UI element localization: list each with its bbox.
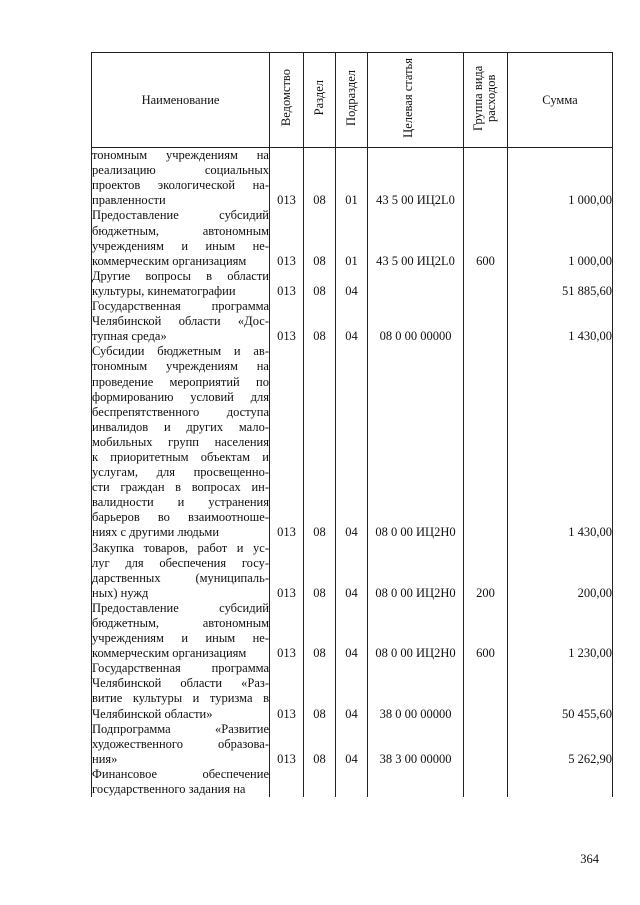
row-name-line: правленности — [92, 193, 166, 208]
header-summa: Сумма — [508, 53, 613, 148]
header-celevaya: Целевая статья — [368, 53, 464, 148]
row-summa: 1 230,00 — [508, 601, 613, 661]
row-summa: 1 000,00 — [508, 208, 613, 268]
row-summa: 200,00 — [508, 541, 613, 601]
row-ved: 013 — [270, 601, 304, 661]
row-summa — [508, 767, 613, 797]
row-name-line: услугам, для просвещенно- — [92, 465, 269, 480]
row-name-line: бюджетным, автономным — [92, 223, 269, 238]
row-name — [92, 541, 270, 601]
budget-table — [91, 52, 613, 797]
row-podrazdel — [336, 767, 368, 797]
row-name-line: инвалидов и других мало- — [92, 419, 269, 434]
row-razdel: 08 — [304, 344, 336, 540]
row-ved: 013 — [270, 299, 304, 344]
row-ved: 013 — [270, 208, 304, 268]
row-celevaya: 43 5 00 ИЦ2L0 — [368, 208, 464, 268]
row-podrazdel: 01 — [336, 148, 368, 209]
header-gruppa: Группа вида расходов — [464, 53, 508, 148]
header-podrazdel: Подраздел — [336, 53, 368, 148]
row-celevaya: 43 5 00 ИЦ2L0 — [368, 148, 464, 209]
row-gruppa: 600 — [464, 601, 508, 661]
table-row — [92, 541, 613, 601]
row-ved — [270, 767, 304, 797]
table-row — [92, 601, 613, 661]
row-summa: 1 000,00 — [508, 148, 613, 209]
row-podrazdel: 04 — [336, 299, 368, 344]
row-celevaya: 08 0 00 ИЦ2Н0 — [368, 344, 464, 540]
row-summa: 51 885,60 — [508, 269, 613, 299]
table-header — [92, 53, 613, 148]
row-name-line: Челябинской области» — [92, 706, 213, 721]
row-celevaya: 08 0 00 00000 — [368, 299, 464, 344]
row-name-line: культуры, кинематографии — [92, 283, 236, 298]
row-podrazdel: 04 — [336, 601, 368, 661]
row-razdel: 08 — [304, 541, 336, 601]
row-name-line: ниях с другими людьми — [92, 525, 220, 540]
table-row — [92, 344, 613, 540]
row-celevaya: 38 0 00 00000 — [368, 661, 464, 721]
row-name-line: учреждениям и иным не- — [92, 631, 269, 646]
row-ved: 013 — [270, 344, 304, 540]
row-name-line: тономным учреждениям на — [92, 148, 269, 163]
row-name-line: ния» — [92, 751, 118, 766]
table-row — [92, 767, 613, 797]
row-razdel: 08 — [304, 601, 336, 661]
page-number: 364 — [580, 852, 599, 866]
row-podrazdel: 01 — [336, 208, 368, 268]
row-name-line: витие культуры и туризма в — [92, 691, 269, 706]
row-podrazdel: 04 — [336, 269, 368, 299]
row-name — [92, 601, 270, 661]
row-name-line: ных) нужд — [92, 585, 149, 600]
row-razdel: 08 — [304, 269, 336, 299]
row-gruppa: 600 — [464, 208, 508, 268]
row-name-line: Финансовое обеспечение — [92, 766, 269, 781]
row-ved: 013 — [270, 269, 304, 299]
row-razdel: 08 — [304, 208, 336, 268]
row-celevaya: 08 0 00 ИЦ2Н0 — [368, 601, 464, 661]
row-name — [92, 148, 270, 209]
row-name-line: Субсидии бюджетным и ав- — [92, 344, 269, 359]
header-razdel: Раздел — [304, 53, 336, 148]
row-podrazdel: 04 — [336, 661, 368, 721]
row-podrazdel: 04 — [336, 722, 368, 767]
row-podrazdel: 04 — [336, 344, 368, 540]
table-row — [92, 269, 613, 299]
row-name-line: дарственных (муниципаль- — [92, 570, 269, 585]
row-name-line: барьеров во взаимоотноше- — [92, 510, 269, 525]
row-ved: 013 — [270, 722, 304, 767]
row-gruppa — [464, 299, 508, 344]
row-summa: 5 262,90 — [508, 722, 613, 767]
row-name — [92, 208, 270, 268]
row-gruppa: 200 — [464, 541, 508, 601]
row-name — [92, 299, 270, 344]
row-name-line: коммерческим организациям — [92, 253, 247, 268]
row-razdel: 08 — [304, 722, 336, 767]
row-name-line: формированию условий для — [92, 389, 269, 404]
row-name-line: государственного задания на — [92, 782, 246, 797]
row-name-line: тупная среда» — [92, 329, 167, 344]
row-name-line: Государственная программа — [92, 299, 269, 314]
row-name-line: учреждениям и иным не- — [92, 238, 269, 253]
row-podrazdel: 04 — [336, 541, 368, 601]
row-name-line: луг для обеспечения госу- — [92, 555, 269, 570]
row-ved: 013 — [270, 541, 304, 601]
row-name-line: Челябинской области «Раз- — [92, 676, 269, 691]
row-name-line: Закупка товаров, работ и ус- — [92, 540, 269, 555]
row-gruppa — [464, 767, 508, 797]
row-celevaya — [368, 767, 464, 797]
row-celevaya: 38 3 00 00000 — [368, 722, 464, 767]
row-razdel: 08 — [304, 299, 336, 344]
row-gruppa — [464, 344, 508, 540]
row-summa: 1 430,00 — [508, 344, 613, 540]
header-name: Наименование — [92, 53, 270, 148]
row-gruppa — [464, 148, 508, 209]
row-name-line: бюджетным, автономным — [92, 616, 269, 630]
row-name-line: художественного образова- — [92, 736, 269, 751]
row-name-line: мобильных групп населения — [92, 434, 269, 449]
row-name-line: валидности и устранения — [92, 495, 269, 510]
table-row — [92, 661, 613, 721]
row-name — [92, 722, 270, 767]
row-razdel — [304, 767, 336, 797]
row-name-line: Предоставление субсидий — [92, 208, 269, 223]
row-name-line: Другие вопросы в области — [92, 268, 269, 283]
row-ved: 013 — [270, 661, 304, 721]
row-name-line: проектов экологической на- — [92, 178, 269, 193]
row-name — [92, 767, 270, 797]
row-name-line: тономным учреждениям на — [92, 359, 269, 374]
row-name-line: реализацию социальных — [92, 163, 269, 178]
row-name-line: к приоритетным объектам и — [92, 449, 269, 464]
row-name — [92, 661, 270, 721]
table-row — [92, 208, 613, 268]
row-name-line: коммерческим организациям — [92, 646, 247, 661]
row-summa: 50 455,60 — [508, 661, 613, 721]
row-name-line: Предоставление субсидий — [92, 600, 269, 615]
row-celevaya — [368, 269, 464, 299]
row-name-line: проведение мероприятий по — [92, 374, 269, 389]
header-ved: Ведомство — [270, 53, 304, 148]
row-name-line: Государственная программа — [92, 661, 269, 676]
table-row — [92, 299, 613, 344]
row-gruppa — [464, 269, 508, 299]
table-body — [92, 148, 613, 798]
row-name — [92, 344, 270, 540]
row-name — [92, 269, 270, 299]
row-name-line: Подпрограмма «Развитие — [92, 721, 269, 736]
row-razdel: 08 — [304, 148, 336, 209]
row-celevaya: 08 0 00 ИЦ2Н0 — [368, 541, 464, 601]
row-name-line: Челябинской области «Дос- — [92, 314, 269, 329]
row-name-line: сти граждан в вопросах ин- — [92, 480, 269, 495]
row-summa: 1 430,00 — [508, 299, 613, 344]
row-name-line: беспрепятственного доступа — [92, 404, 269, 419]
row-ved: 013 — [270, 148, 304, 209]
table-row — [92, 722, 613, 767]
table-row — [92, 148, 613, 209]
row-razdel: 08 — [304, 661, 336, 721]
row-gruppa — [464, 661, 508, 721]
row-gruppa — [464, 722, 508, 767]
